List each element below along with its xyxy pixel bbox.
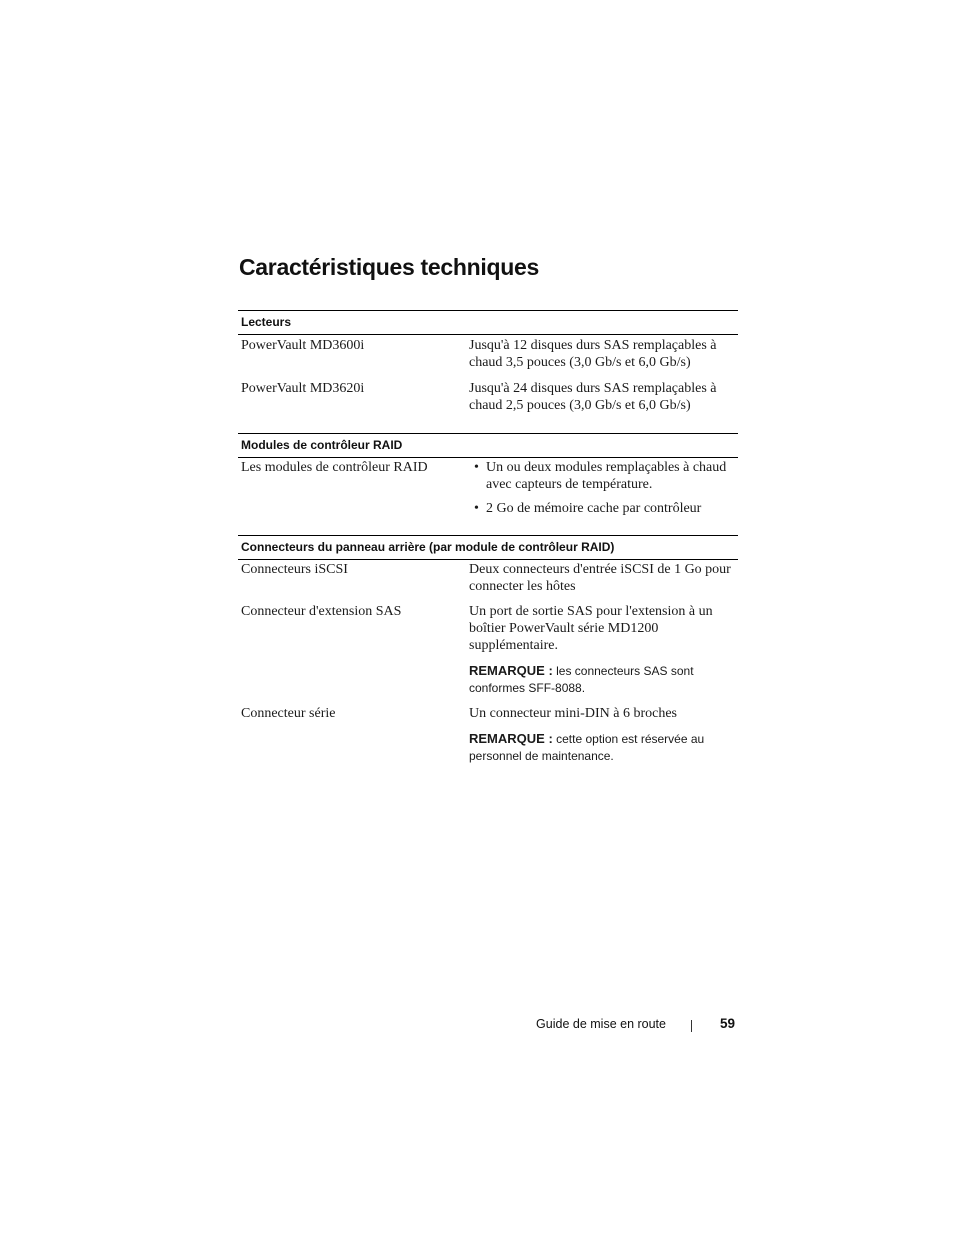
table-row [238, 705, 738, 765]
bullet-list [469, 459, 738, 517]
row-value: Jusqu'à 24 disques durs SAS remplaçables à chaud 2,5 pouces (3,0 Gb/s et 6,0 Gb/s) [469, 381, 717, 413]
section-header-back-panel-connectors: Connecteurs du panneau arrière (par module de contrôleur RAID) [238, 535, 738, 560]
note-text: les connecteurs SAS sont conformes SFF-8088. [469, 664, 694, 695]
list-item: • Un ou deux modules remplaçables à chaud avec capteurs de température. [469, 459, 738, 493]
row-label: Les modules de contrôleur RAID [241, 460, 428, 475]
note-text: cette option est réservée au personnel de maintenance. [469, 732, 705, 763]
table-row [238, 380, 738, 414]
row-label: PowerVault MD3620i [241, 381, 365, 396]
row-label: Connecteur d'extension SAS [241, 604, 402, 619]
list-item: • 2 Go de mémoire cache par contrôleur [469, 500, 738, 517]
row-value [469, 603, 738, 697]
row-value-text: Un connecteur mini-DIN à 6 broches [469, 706, 677, 721]
table-row [238, 561, 738, 595]
page-title: Caractéristiques techniques [239, 254, 539, 280]
page-number: 59 [720, 1016, 736, 1031]
note-label: REMARQUE : [469, 663, 553, 678]
row-value: Jusqu'à 12 disques durs SAS remplaçables à chaud 3,5 pouces (3,0 Gb/s et 6,0 Gb/s) [469, 338, 717, 370]
row-label: Connecteur série [241, 706, 336, 721]
row-label: Connecteurs iSCSI [241, 562, 348, 577]
row-value-text: Un port de sortie SAS pour l'extension à un boîtier PowerVault série MD1200 supplémentaire. [469, 604, 713, 653]
note [469, 662, 738, 697]
table-row [238, 603, 738, 697]
section-header-drives: Lecteurs [238, 310, 738, 335]
row-value [469, 705, 738, 765]
row-label: PowerVault MD3600i [241, 338, 365, 353]
section-header-raid-controllers: Modules de contrôleur RAID [238, 433, 738, 458]
table-row [238, 337, 738, 371]
page-footer [0, 1015, 954, 1035]
row-value: Deux connecteurs d'entrée iSCSI de 1 Go pour connecter les hôtes [469, 562, 731, 594]
table-row [238, 459, 738, 517]
footer-separator [691, 1020, 692, 1032]
specifications-table [238, 310, 738, 765]
note [469, 730, 738, 765]
row-value [469, 459, 738, 517]
note-label: REMARQUE : [469, 731, 553, 746]
footer-guide-title: Guide de mise en route [536, 1017, 666, 1031]
